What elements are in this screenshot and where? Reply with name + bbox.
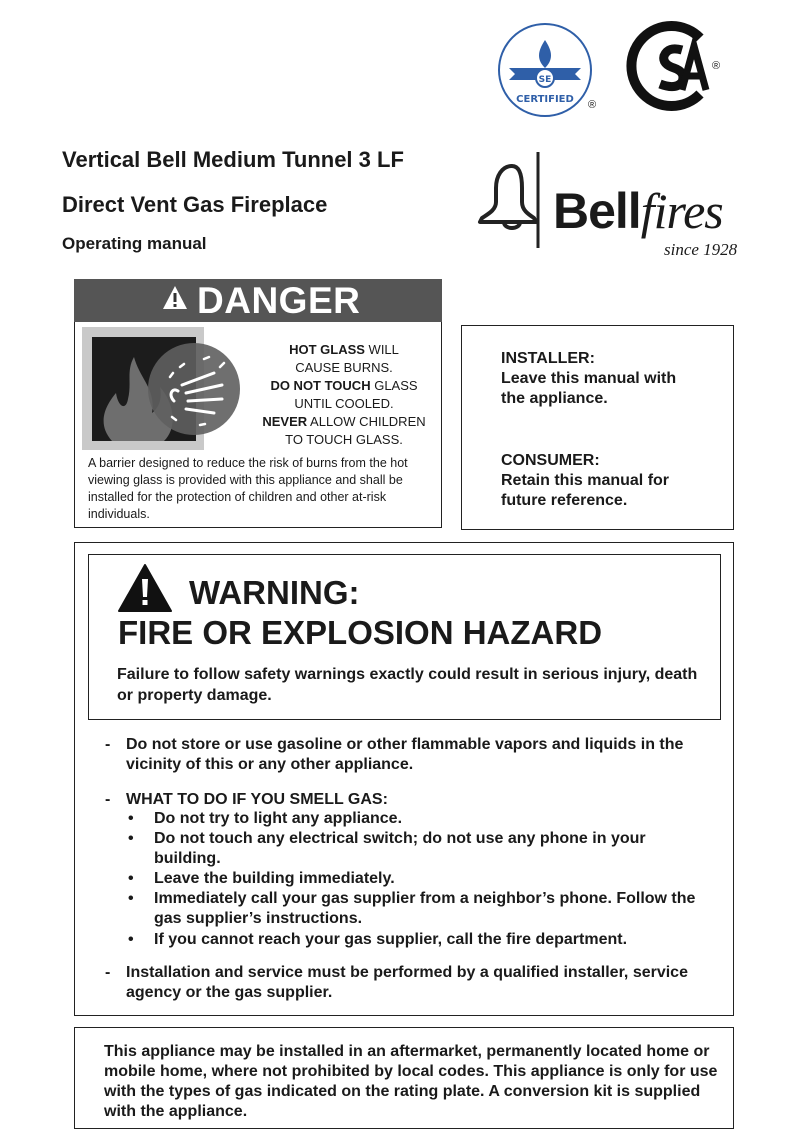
hot-glass-bold: NEVER xyxy=(262,414,308,429)
hot-glass-line xyxy=(254,413,434,431)
danger-header xyxy=(74,279,442,322)
certified-inner-text: SE xyxy=(538,75,552,85)
hot-glass-line xyxy=(254,395,434,413)
sub-item-leave: Leave the building immediately. xyxy=(154,870,395,887)
warning-item-installation: Installation and service must be performed by a qualified installer, service agency or the gas supplier. xyxy=(126,964,688,1001)
list-bullet: • xyxy=(128,931,134,948)
sub-item-call-supplier: Immediately call your gas supplier from a neighbor’s phone. Follow the gas supplier’s instructions. xyxy=(154,890,696,927)
certified-text: CERTIFIED xyxy=(516,94,574,105)
csa-registered-mark: ® xyxy=(712,60,721,72)
installer-line1: Leave this manual with xyxy=(501,370,677,387)
brand-name-script: fires xyxy=(640,183,723,239)
installer-line2: the appliance. xyxy=(501,390,608,407)
list-dash: - xyxy=(105,736,111,753)
brand-name-bold: Bell xyxy=(553,183,641,239)
hot-glass-line xyxy=(254,377,434,395)
installer-label: INSTALLER: xyxy=(501,350,595,367)
sub-item-fire-department: If you cannot reach your gas supplier, call the fire department. xyxy=(154,931,628,948)
danger-title: DANGER xyxy=(197,280,361,321)
warning-title: WARNING: xyxy=(189,574,360,611)
bell-icon xyxy=(472,150,550,250)
sub-item-switch: Do not touch any electrical switch; do not use any phone in your building. xyxy=(154,830,646,867)
hot-glass-regular: CAUSE BURNS. xyxy=(295,360,393,375)
consumer-label: CONSUMER: xyxy=(501,452,600,469)
warning-subtitle: Failure to follow safety warnings exactly could result in serious injury, death or property damage. xyxy=(117,666,698,704)
sub-item-light: Do not try to light any appliance. xyxy=(154,810,403,827)
list-bullet: • xyxy=(128,890,134,907)
hot-glass-regular: ALLOW CHILDREN xyxy=(307,414,426,429)
barrier-notice: A barrier designed to reduce the risk of burns from the hot viewing glass is provided with this appliance and shall be installed for the protection of children and other at-risk individuals. xyxy=(88,456,408,521)
list-bullet: • xyxy=(128,830,134,847)
list-bullet: • xyxy=(128,870,134,887)
brand-since: since 1928 xyxy=(664,240,738,259)
warning-item-gasoline: Do not store or use gasoline or other flammable vapors and liquids in the vicinity of this or any other appliance. xyxy=(126,736,684,773)
hot-glass-bold: HOT GLASS xyxy=(289,342,365,357)
hot-glass-line xyxy=(254,431,434,449)
hot-glass-regular: UNTIL COOLED. xyxy=(294,396,394,411)
warning-hazard: FIRE OR EXPLOSION HAZARD xyxy=(118,614,603,651)
hot-glass-regular: WILL xyxy=(364,342,399,357)
document-title: Vertical Bell Medium Tunnel 3 LF xyxy=(62,147,404,172)
mobile-home-notice: This appliance may be installed in an aftermarket, permanently located home or mobile home, where not prohibited by local codes. This appliance is only for use with the types of gas indicated on the rating plate. A conversion kit is supplied with the appliance. xyxy=(104,1043,718,1120)
document-subtitle: Operating manual xyxy=(62,234,207,253)
list-dash: - xyxy=(105,791,111,808)
hot-glass-regular: GLASS xyxy=(370,378,418,393)
hot-glass-regular: TO TOUCH GLASS. xyxy=(285,432,403,447)
certified-registered-mark: ® xyxy=(588,99,597,111)
certified-logo-icon xyxy=(497,22,593,118)
csa-logo-icon xyxy=(620,16,720,116)
installer-notice xyxy=(501,349,676,409)
hot-glass-warning xyxy=(254,341,434,449)
consumer-notice xyxy=(501,451,669,511)
brand-name xyxy=(553,183,723,239)
list-dash: - xyxy=(105,964,111,981)
warning-triangle-icon xyxy=(117,563,173,613)
hot-glass-illustration-icon xyxy=(82,327,245,450)
document-title-line2: Direct Vent Gas Fireplace xyxy=(62,192,328,217)
hot-glass-line xyxy=(254,359,434,377)
list-bullet: • xyxy=(128,810,134,827)
consumer-line1: Retain this manual for xyxy=(501,472,670,489)
hot-glass-line xyxy=(254,341,434,359)
consumer-line2: future reference. xyxy=(501,492,628,509)
hot-glass-bold: DO NOT TOUCH xyxy=(270,378,371,393)
warning-item-smell-gas: WHAT TO DO IF YOU SMELL GAS: xyxy=(126,791,388,808)
warning-triangle-icon xyxy=(162,285,188,311)
